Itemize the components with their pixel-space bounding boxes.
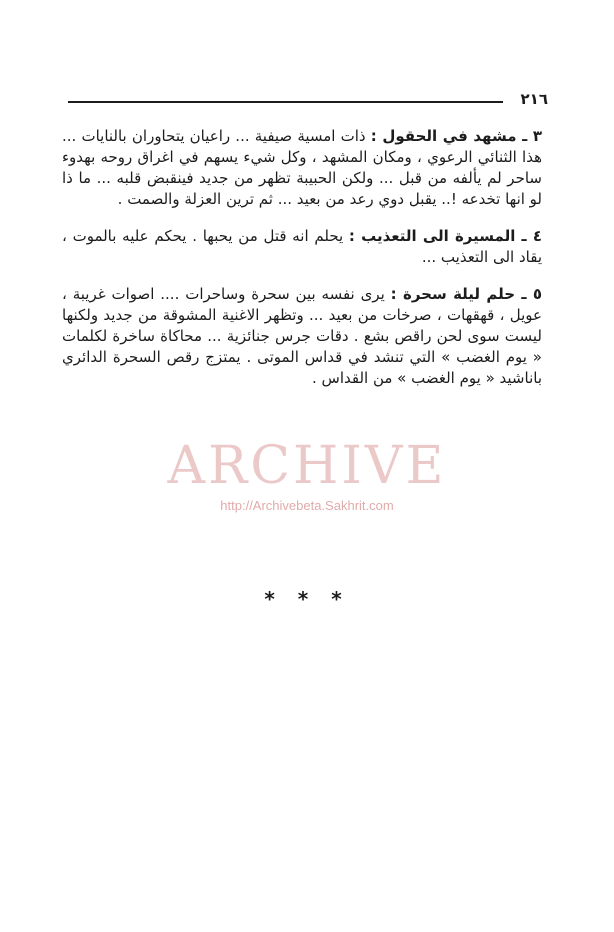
page-number: ٢١٦ [520, 90, 548, 108]
paragraph-heading: ٤ ـ المسيرة الى التعذيب : [348, 227, 542, 245]
paragraph-heading: ٣ ـ مشهد في الحقول : [370, 127, 543, 145]
paragraph-heading: ٥ ـ حلم ليلة سحرة : [390, 285, 542, 303]
body-text [62, 126, 542, 405]
section-separator: * * * [264, 587, 350, 611]
header-rule [68, 101, 503, 103]
paragraph-text: يرى نفسه بين سحرة وساحرات .... اصوات غريبة ، عويل ، قهقهات ، صرخات من بعيد ... وتظهر الاغنية المشوقة من جديد ولكنها ليست سوى لحن راقص بشع . دقات جرس جنائزية ... محاكاة ساخرة لكلمات « يوم الغضب » التي تنشد في قداس الموتى . يمتزج رقص السحرة الدائري باناشيد « يوم الغضب » من القداس . [62, 285, 542, 387]
paragraph-text: ذات امسية صيفية ... راعيان يتحاوران بالنايات ... هذا الثنائي الرعوي ، ومكان المشهد ، وكل شيء يسهم في اغراق روحه بهدوء ساحر لم يألفه من قبل ... ولكن الحبيبة تظهر من جديد فينقبض قلبه ... ما ذا لو انها تخدعه !.. يقبل دوي رعد من بعيد ... ثم ترين العزلة والصمت . [62, 127, 542, 208]
paragraph-text: يحلم انه قتل من يحبها . يحكم عليه بالموت ، يقاد الى التعذيب ... [62, 227, 542, 266]
watermark-title: ARCHIVE [167, 436, 447, 496]
watermark-url: http://Archivebeta.Sakhrit.com [220, 498, 394, 513]
archive-watermark [0, 438, 614, 513]
paragraph-march-to-scaffold [62, 226, 542, 268]
paragraph-scene-in-fields [62, 126, 542, 210]
paragraph-witches-sabbath [62, 284, 542, 389]
